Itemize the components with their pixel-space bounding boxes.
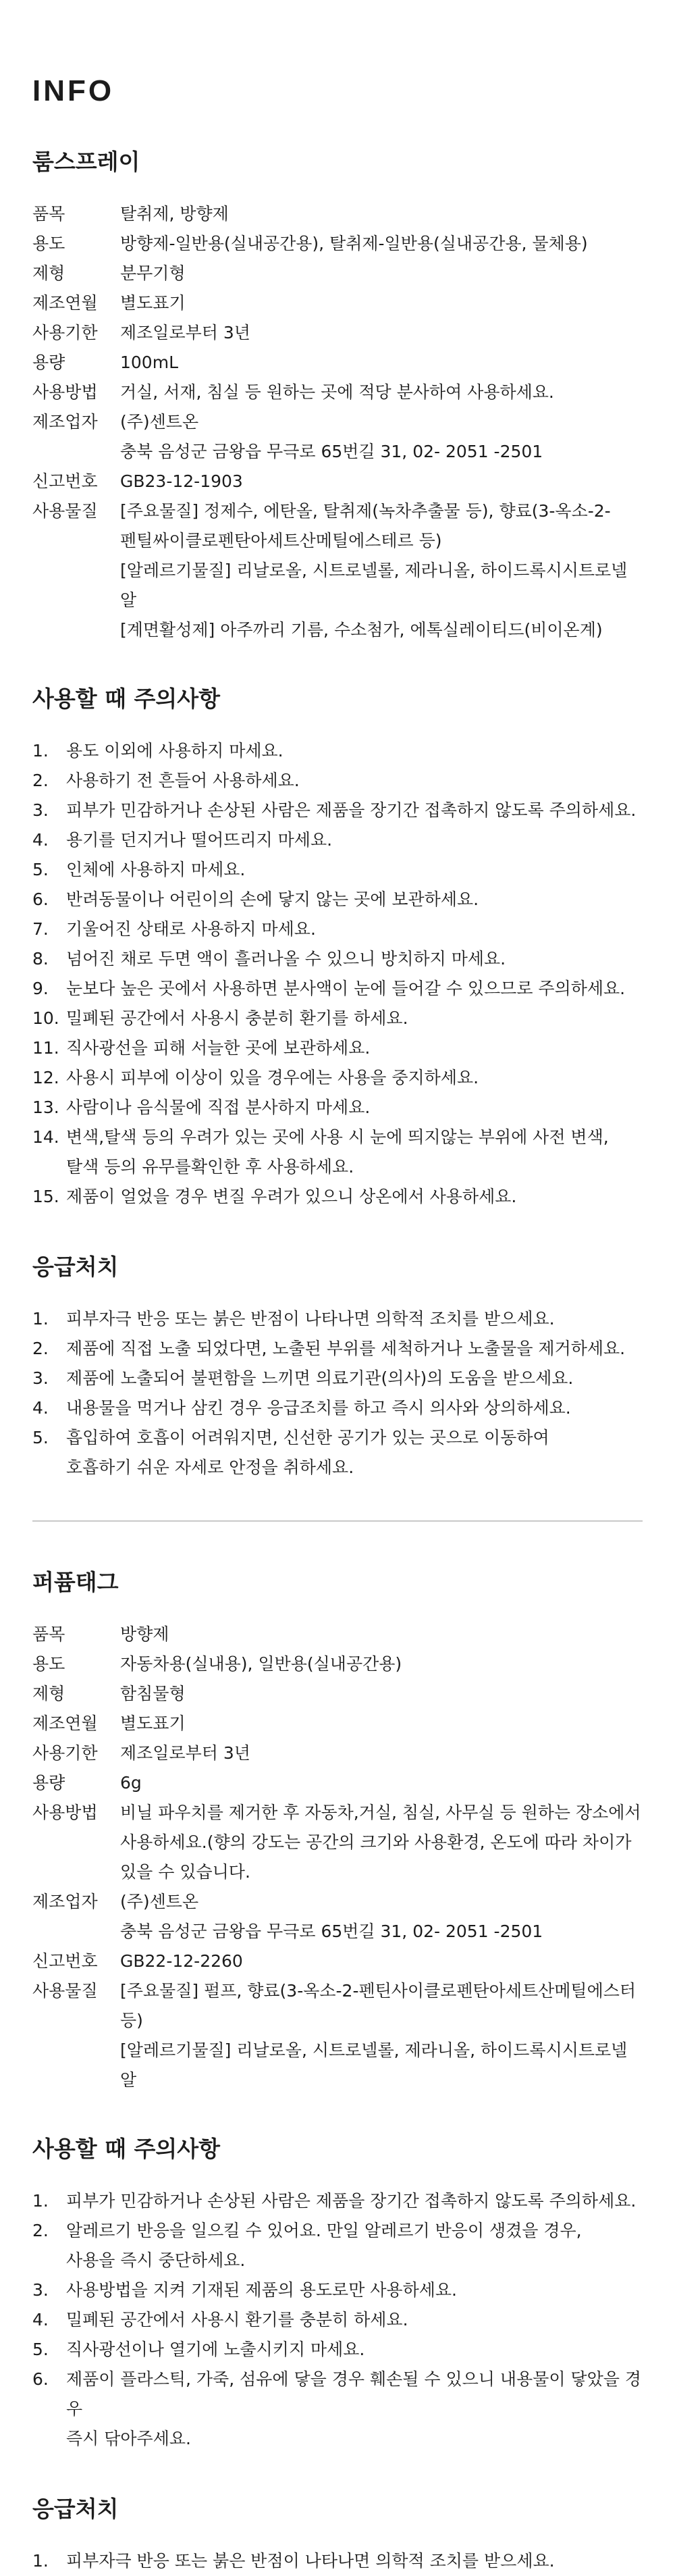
list-item-number: 13. (32, 1098, 59, 1117)
list-item-text (66, 1182, 643, 1212)
spec-row (32, 199, 643, 229)
list-item-number: 4. (32, 1398, 49, 1418)
list-item-line: 넘어진 채로 두면 액이 흘러나올 수 있으니 방치하지 마세요. (66, 949, 506, 969)
spec-value-line: [계면활성제] 아주까리 기름, 수소첨가, 에톡실레이티드(비이온계) (120, 620, 603, 640)
list-item-line: 인체에 사용하지 마세요. (66, 860, 246, 879)
spec-value (120, 259, 643, 288)
list-item (32, 2305, 643, 2335)
list-item-number: 6. (32, 2369, 49, 2389)
spec-value-line: 자동차용(실내용), 일반용(실내공간용) (120, 1654, 402, 1674)
list-item-text (66, 1033, 643, 1063)
spec-value (120, 467, 643, 496)
spec-value-line: 방향제 (120, 1624, 169, 1644)
list-item (32, 1304, 643, 1334)
list-item (32, 1182, 643, 1212)
list-item (32, 855, 643, 885)
spec-label: 사용방법 (32, 1803, 98, 1822)
spec-value-line: 함침물형 (120, 1684, 186, 1703)
spec-label: 용량 (32, 353, 65, 372)
list-item-text (66, 1004, 643, 1033)
spec-row (32, 1738, 643, 1768)
spec-label: 제조연월 (32, 1714, 98, 1733)
spec-label: 제형 (32, 263, 65, 283)
list-item-number: 1. (32, 741, 49, 761)
list-item-line: 사람이나 음식물에 직접 분사하지 마세요. (66, 1098, 371, 1117)
list-item-number: 5. (32, 1428, 49, 1447)
list-item-line: 사용시 피부에 이상이 있을 경우에는 사용을 중지하세요. (66, 1068, 479, 1087)
list-item-number: 2. (32, 2221, 49, 2240)
list-item-line: 제품이 얼었을 경우 변질 우려가 있으니 상온에서 사용하세요. (66, 1187, 517, 1206)
spec-value (120, 318, 643, 348)
list-item-number: 2. (32, 1339, 49, 1358)
list-item-text (66, 2216, 643, 2275)
list-item-number: 8. (32, 949, 49, 969)
perfume-tag-specs (32, 1620, 643, 2095)
list-item-number: 6. (32, 890, 49, 909)
list-item (32, 796, 643, 825)
list-item-line: 피부자극 반응 또는 붉은 반점이 나타나면 의학적 조치를 받으세요. (66, 1309, 555, 1329)
list-item-line: 알레르기 반응을 일으킬 수 있어요. 만일 알레르기 반응이 생겼을 경우, (66, 2221, 582, 2240)
list-item-number: 11. (32, 1038, 59, 1058)
list-item-line: 직사광선이나 열기에 노출시키지 마세요. (66, 2340, 365, 2359)
list-item-line: 피부자극 반응 또는 붉은 반점이 나타나면 의학적 조치를 받으세요. (66, 2551, 555, 2571)
list-item-number: 7. (32, 919, 49, 939)
list-item-text (66, 944, 643, 974)
spec-value (120, 288, 643, 318)
spec-value-line: 별도표기 (120, 293, 186, 313)
spec-value-line: [주요물질] 정제수, 에탄올, 탈취제(녹차추출물 등), 향료(3-옥소-2- (120, 501, 611, 521)
spec-row (32, 348, 643, 378)
spec-value-line: 제조일로부터 3년 (120, 1743, 250, 1763)
list-item (32, 1393, 643, 1423)
spec-row (32, 1976, 643, 2095)
list-item-text (66, 1063, 643, 1093)
spec-label: 용도 (32, 234, 65, 253)
spec-value-line: 탈취제, 방향제 (120, 204, 229, 224)
list-item-line: 탈색 등의 유무를확인한 후 사용하세요. (66, 1157, 354, 1177)
list-item (32, 944, 643, 974)
spec-row (32, 496, 643, 645)
list-item-number: 3. (32, 800, 49, 820)
spec-row (32, 407, 643, 467)
list-item-text (66, 2335, 643, 2365)
spec-value (120, 496, 643, 645)
spec-value-line: 비닐 파우치를 제거한 후 자동차,거실, 침실, 사무실 등 원하는 장소에서 (120, 1803, 641, 1822)
list-item-text (66, 736, 643, 766)
list-item-number: 14. (32, 1127, 59, 1147)
list-item-text (66, 2546, 643, 2576)
list-item-line: 제품에 노출되어 불편함을 느끼면 의료기관(의사)의 도움을 받으세요. (66, 1368, 574, 1388)
list-item (32, 885, 643, 915)
spec-row (32, 259, 643, 288)
list-item (32, 974, 643, 1004)
spec-value-line: GB23-12-1903 (120, 471, 243, 491)
list-item-text (66, 1364, 643, 1393)
list-item-line: 사용방법을 지켜 기재된 제품의 용도로만 사용하세요. (66, 2280, 457, 2300)
spec-value-line: (주)센트온 (120, 1892, 199, 1911)
list-item-number: 1. (32, 2551, 49, 2571)
list-item-line: 사용을 즉시 중단하세요. (66, 2250, 246, 2270)
section-divider (32, 1520, 643, 1522)
list-item-line: 밀폐된 공간에서 사용시 환기를 충분히 하세요. (66, 2310, 408, 2329)
perfume-tag-caution-list (32, 2186, 643, 2454)
spec-value-line: GB22-12-2260 (120, 1951, 243, 1971)
room-spray-specs (32, 199, 643, 645)
room-spray-caution-title: 사용할 때 주의사항 (32, 686, 221, 712)
spec-value-line: [알레르기물질] 리날로올, 시트로넬롤, 제라니올, 하이드록시시트로넬알 (120, 2040, 628, 2090)
list-item (32, 2365, 643, 2454)
list-item-line: 사용하기 전 흔들어 사용하세요. (66, 771, 300, 790)
spec-row (32, 1649, 643, 1679)
spec-value (120, 407, 643, 467)
list-item-text (66, 1334, 643, 1364)
list-item-line: 변색,탈색 등의 우려가 있는 곳에 사용 시 눈에 띄지않는 부위에 사전 변색, (66, 1127, 609, 1147)
room-spray-section (32, 145, 643, 1483)
list-item-text (66, 1423, 643, 1483)
list-item-line: 제품에 직접 노출 되었다면, 노출된 부위를 세척하거나 노출물을 제거하세요. (66, 1339, 626, 1358)
perfume-tag-caution-title: 사용할 때 주의사항 (32, 2136, 221, 2162)
list-item-text (66, 1093, 643, 1123)
spec-row (32, 1887, 643, 1947)
spec-value-line: 6g (120, 1773, 142, 1793)
list-item-number: 3. (32, 2280, 49, 2300)
list-item-line: 즉시 닦아주세요. (66, 2429, 191, 2448)
spec-value-line: 사용하세요.(향의 강도는 공간의 크기와 사용환경, 온도에 따라 차이가 (120, 1832, 632, 1852)
list-item-text (66, 1123, 643, 1182)
spec-value-line: 100mL (120, 353, 178, 372)
list-item-text (66, 855, 643, 885)
spec-value-line: 별도표기 (120, 1714, 186, 1733)
spec-value-line: (주)센트온 (120, 412, 199, 432)
list-item-text (66, 825, 643, 855)
list-item-text (66, 915, 643, 944)
list-item (32, 736, 643, 766)
spec-value (120, 1887, 643, 1947)
spec-value (120, 1738, 643, 1768)
list-item-line: 직사광선을 피해 서늘한 곳에 보관하세요. (66, 1038, 371, 1058)
list-item-line: 눈보다 높은 곳에서 사용하면 분사액이 눈에 들어갈 수 있으므로 주의하세요. (66, 979, 626, 998)
spec-value-line: 거실, 서재, 침실 등 원하는 곳에 적당 분사하여 사용하세요. (120, 382, 554, 402)
list-item (32, 2275, 643, 2305)
spec-row (32, 229, 643, 259)
list-item-line: 밀폐된 공간에서 사용시 충분히 환기를 하세요. (66, 1008, 408, 1028)
spec-value (120, 229, 643, 259)
list-item (32, 1364, 643, 1393)
spec-row (32, 1679, 643, 1709)
list-item-number: 1. (32, 1309, 49, 1329)
list-item-text (66, 796, 643, 825)
perfume-tag-section (32, 1565, 643, 2576)
spec-value (120, 1976, 643, 2095)
list-item (32, 825, 643, 855)
spec-row (32, 318, 643, 348)
spec-label: 용량 (32, 1773, 65, 1793)
spec-value (120, 378, 643, 407)
room-spray-emergency-list (32, 1304, 643, 1483)
list-item-number: 15. (32, 1187, 59, 1206)
spec-label: 품목 (32, 204, 65, 224)
info-title: INFO (32, 74, 115, 107)
list-item-number: 2. (32, 771, 49, 790)
spec-row (32, 1620, 643, 1649)
list-item (32, 766, 643, 796)
spec-label: 제조업자 (32, 412, 98, 432)
spec-value-line: 방향제-일반용(실내공간용), 탈취제-일반용(실내공간용, 물체용) (120, 234, 588, 253)
list-item-line: 피부가 민감하거나 손상된 사람은 제품을 장기간 접촉하지 않도록 주의하세요. (66, 2191, 637, 2211)
spec-value (120, 1768, 643, 1798)
list-item-line: 기울어진 상태로 사용하지 마세요. (66, 919, 316, 939)
spec-label: 용도 (32, 1654, 65, 1674)
spec-value (120, 1679, 643, 1709)
spec-value (120, 1709, 643, 1738)
spec-label: 신고번호 (32, 1951, 98, 1971)
spec-row (32, 467, 643, 496)
spec-value-line: 충북 음성군 금왕읍 무극로 65번길 31, 02- 2051 -2501 (120, 442, 543, 461)
list-item-text (66, 1393, 643, 1423)
list-item-line: 제품이 플라스틱, 가죽, 섬유에 닿을 경우 훼손될 수 있으니 내용물이 닿았을 경우 (66, 2369, 641, 2419)
list-item (32, 2546, 643, 2576)
list-item-text (66, 766, 643, 796)
list-item-line: 내용물을 먹거나 삼킨 경우 응급조치를 하고 즉시 의사와 상의하세요. (66, 1398, 571, 1418)
spec-row (32, 1798, 643, 1887)
spec-value-line: 분무기형 (120, 263, 186, 283)
list-item (32, 1123, 643, 1182)
spec-label: 사용기한 (32, 1743, 98, 1763)
list-item-text (66, 974, 643, 1004)
spec-value-line: [주요물질] 펄프, 향료(3-옥소-2-펜틴사이클로펜탄아세트산메틸에스터 등) (120, 1981, 637, 2030)
spec-value (120, 1620, 643, 1649)
list-item-text (66, 2365, 643, 2454)
spec-value (120, 199, 643, 229)
list-item-line: 호흡하기 쉬운 자세로 안정을 취하세요. (66, 1458, 354, 1477)
spec-label: 제조연월 (32, 293, 98, 313)
list-item-number: 9. (32, 979, 49, 998)
spec-value (120, 348, 643, 378)
list-item-number: 5. (32, 860, 49, 879)
spec-value-line: [알레르기물질] 리날로올, 시트로넬롤, 제라니올, 하이드록시시트로넬알 (120, 561, 628, 610)
spec-label: 사용기한 (32, 323, 98, 342)
perfume-tag-title: 퍼퓸태그 (32, 1569, 119, 1595)
list-item-number: 10. (32, 1008, 59, 1028)
spec-label: 제형 (32, 1684, 65, 1703)
list-item (32, 1033, 643, 1063)
perfume-tag-emergency-list (32, 2546, 643, 2576)
spec-row (32, 288, 643, 318)
list-item (32, 2186, 643, 2216)
spec-value (120, 1798, 643, 1887)
room-spray-caution-list (32, 736, 643, 1212)
list-item (32, 1423, 643, 1483)
spec-label: 사용물질 (32, 501, 98, 521)
list-item-number: 4. (32, 830, 49, 850)
spec-label: 제조업자 (32, 1892, 98, 1911)
spec-value-line: 충북 음성군 금왕읍 무극로 65번길 31, 02- 2051 -2501 (120, 1922, 543, 1941)
list-item (32, 2335, 643, 2365)
list-item-text (66, 2275, 643, 2305)
spec-value-line: 펜틸싸이클로펜탄아세트산메틸에스테르 등) (120, 531, 442, 550)
list-item (32, 1334, 643, 1364)
spec-row (32, 1709, 643, 1738)
list-item-number: 1. (32, 2191, 49, 2211)
list-item (32, 915, 643, 944)
list-item-line: 반려동물이나 어린이의 손에 닿지 않는 곳에 보관하세요. (66, 890, 479, 909)
list-item-text (66, 2186, 643, 2216)
spec-row (32, 378, 643, 407)
spec-row (32, 1768, 643, 1798)
perfume-tag-emergency-title: 응급처치 (32, 2496, 119, 2522)
list-item-text (66, 1304, 643, 1334)
list-item-line: 용기를 던지거나 떨어뜨리지 마세요. (66, 830, 333, 850)
spec-label: 사용물질 (32, 1981, 98, 2001)
list-item-line: 용도 이외에 사용하지 마세요. (66, 741, 284, 761)
list-item-number: 4. (32, 2310, 49, 2329)
list-item (32, 1004, 643, 1033)
room-spray-title: 룸스프레이 (32, 149, 140, 175)
spec-value (120, 1947, 643, 1976)
list-item (32, 1063, 643, 1093)
list-item-text (66, 885, 643, 915)
list-item-number: 12. (32, 1068, 59, 1087)
spec-row (32, 1947, 643, 1976)
spec-value (120, 1649, 643, 1679)
spec-value-line: 제조일로부터 3년 (120, 323, 250, 342)
room-spray-emergency-title: 응급처치 (32, 1254, 119, 1280)
spec-label: 품목 (32, 1624, 65, 1644)
spec-value-line: 있을 수 있습니다. (120, 1862, 250, 1882)
list-item-number: 5. (32, 2340, 49, 2359)
list-item-text (66, 2305, 643, 2335)
list-item-number: 3. (32, 1368, 49, 1388)
spec-label: 신고번호 (32, 471, 98, 491)
list-item-line: 흡입하여 호흡이 어려워지면, 신선한 공기가 있는 곳으로 이동하여 (66, 1428, 549, 1447)
list-item-line: 피부가 민감하거나 손상된 사람은 제품을 장기간 접촉하지 않도록 주의하세요. (66, 800, 637, 820)
list-item (32, 1093, 643, 1123)
list-item (32, 2216, 643, 2275)
spec-label: 사용방법 (32, 382, 98, 402)
